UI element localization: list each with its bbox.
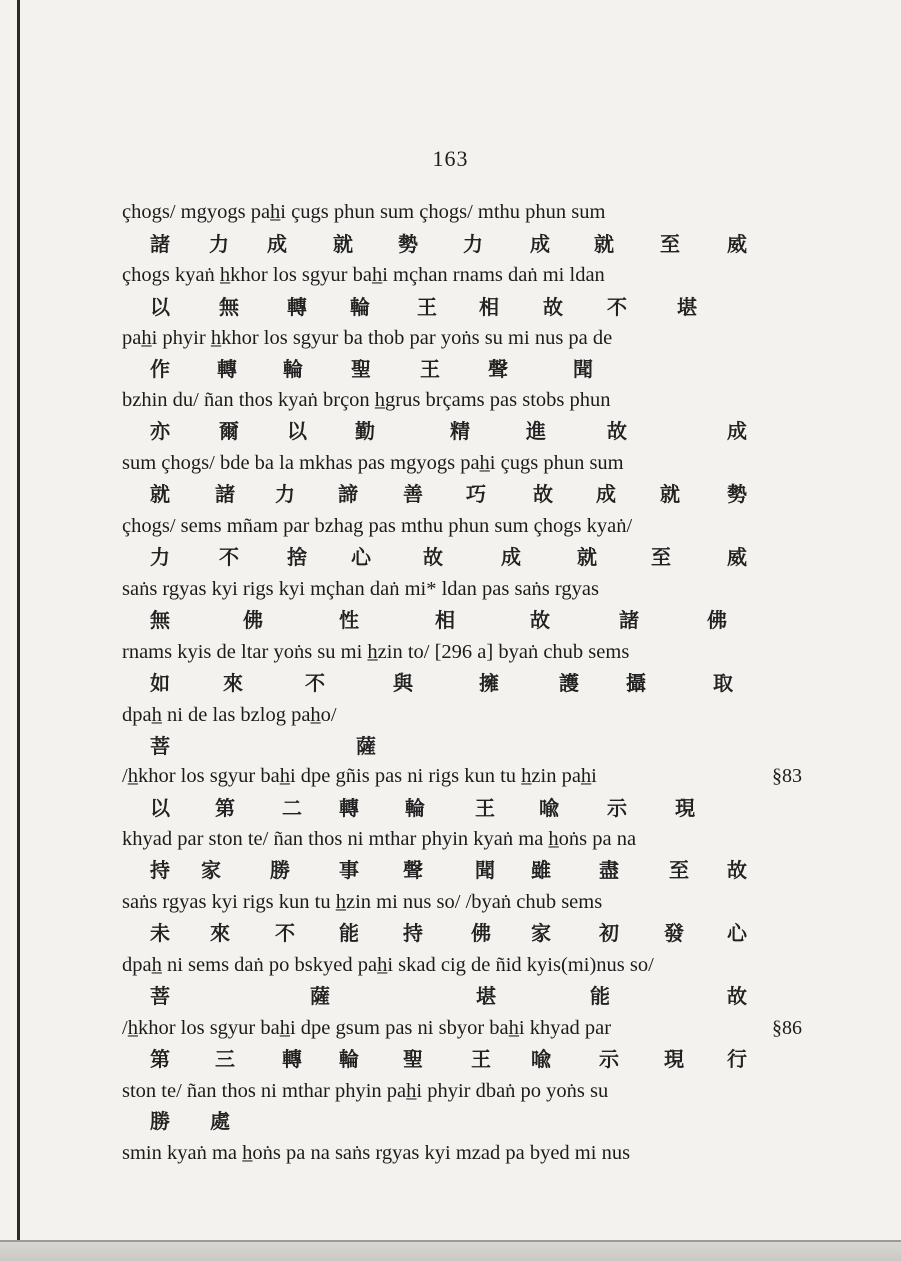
chinese-character: 以: [287, 419, 307, 443]
chinese-character: 成: [727, 419, 747, 443]
chinese-character: 處: [210, 1109, 230, 1133]
chinese-character: 輪: [405, 796, 425, 820]
tibetan-line: saṅs rgyas kyi rigs kyi mçhan daṅ mi* ldan pas saṅs rgyas: [122, 578, 599, 600]
chinese-character: 能: [590, 984, 610, 1008]
chinese-character: 持: [403, 921, 423, 945]
chinese-character: 事: [339, 858, 359, 882]
chinese-character: 轉: [282, 1047, 302, 1071]
chinese-character: 擁: [479, 671, 499, 695]
chinese-character: 攝: [626, 671, 646, 695]
chinese-character: 故: [543, 295, 563, 319]
chinese-character: 至: [660, 232, 680, 256]
tibetan-line: /h̲khor los sgyur bah̲i dpe gsum pas ni sbyor bah̲i khyad par: [122, 1017, 612, 1039]
chinese-character: 聲: [403, 858, 423, 882]
chinese-character: 就: [660, 482, 680, 506]
chinese-character: 佛: [471, 921, 491, 945]
chinese-gloss-line: [0, 356, 901, 386]
chinese-character: 以: [150, 796, 170, 820]
chinese-character: 家: [201, 858, 221, 882]
chinese-character: 聞: [475, 858, 495, 882]
chinese-character: 聲: [488, 357, 508, 381]
chinese-character: 菩: [150, 734, 170, 758]
chinese-character: 輪: [350, 295, 370, 319]
chinese-character: 來: [210, 921, 230, 945]
chinese-character: 精: [450, 419, 470, 443]
chinese-character: 至: [651, 545, 671, 569]
chinese-character: 成: [530, 232, 550, 256]
chinese-gloss-line: [0, 733, 901, 763]
chinese-character: 現: [675, 796, 695, 820]
section-number: §86: [772, 1017, 802, 1039]
chinese-character: 王: [471, 1047, 491, 1071]
chinese-character: 爾: [219, 419, 239, 443]
chinese-character: 成: [501, 545, 521, 569]
chinese-character: 來: [223, 671, 243, 695]
tibetan-line: sum çhogs/ bde ba la mkhas pas mgyogs pah̲i çugs phun sum: [122, 452, 624, 474]
chinese-character: 心: [351, 545, 371, 569]
chinese-gloss-line: [0, 607, 901, 637]
chinese-character: 輪: [339, 1047, 359, 1071]
tibetan-line: /h̲khor los sgyur bah̲i dpe gñis pas ni rigs kun tu h̲zin pah̲i: [122, 765, 597, 787]
chinese-character: 力: [275, 482, 295, 506]
chinese-character: 發: [664, 921, 684, 945]
chinese-character: 轉: [339, 796, 359, 820]
chinese-character: 性: [339, 608, 359, 632]
chinese-character: 聖: [351, 357, 371, 381]
chinese-character: 未: [150, 921, 170, 945]
chinese-character: 示: [607, 796, 627, 820]
chinese-character: 取: [713, 671, 733, 695]
chinese-character: 無: [219, 295, 239, 319]
chinese-character: 故: [423, 545, 443, 569]
chinese-gloss-line: [0, 231, 901, 261]
chinese-character: 成: [596, 482, 616, 506]
chinese-character: 力: [463, 232, 483, 256]
chinese-gloss-line: [0, 1108, 901, 1138]
tibetan-line: bzhin du/ ñan thos kyaṅ brçon h̲grus brçams pas stobs phun: [122, 389, 611, 411]
chinese-character: 護: [559, 671, 579, 695]
chinese-character: 能: [339, 921, 359, 945]
tibetan-line: çhogs kyaṅ h̲khor los sgyur bah̲i mçhan rnams daṅ mi ldan: [122, 264, 605, 286]
tibetan-line: smin kyaṅ ma h̲oṅs pa na saṅs rgyas kyi mzad pa byed mi nus: [122, 1142, 631, 1164]
chinese-character: 勤: [355, 419, 375, 443]
chinese-gloss-line: [0, 418, 901, 448]
chinese-character: 諦: [338, 482, 358, 506]
chinese-character: 行: [727, 1047, 747, 1071]
chinese-character: 初: [599, 921, 619, 945]
chinese-character: 作: [150, 357, 170, 381]
chinese-gloss-line: [0, 544, 901, 574]
chinese-character: 堪: [677, 295, 697, 319]
chinese-character: 諸: [150, 232, 170, 256]
chinese-character: 進: [526, 419, 546, 443]
chinese-character: 力: [150, 545, 170, 569]
chinese-character: 威: [727, 545, 747, 569]
chinese-character: 如: [150, 671, 170, 695]
chinese-character: 故: [530, 608, 550, 632]
chinese-character: 佛: [243, 608, 263, 632]
chinese-character: 成: [267, 232, 287, 256]
chinese-character: 力: [209, 232, 229, 256]
chinese-character: 勝: [150, 1109, 170, 1133]
chinese-character: 就: [150, 482, 170, 506]
tibetan-line: dpah̲ ni sems daṅ po bskyed pah̲i skad cig de ñid kyis(mi)nus so/: [122, 954, 654, 976]
tibetan-line: pah̲i phyir h̲khor los sgyur ba thob par yoṅs su mi nus pa de: [122, 327, 613, 349]
tibetan-line: çhogs/ sems mñam par bzhag pas mthu phun sum çhogs kyaṅ/: [122, 515, 633, 537]
chinese-character: 無: [150, 608, 170, 632]
chinese-character: 薩: [310, 984, 330, 1008]
chinese-character: 勢: [398, 232, 418, 256]
chinese-character: 現: [664, 1047, 684, 1071]
chinese-character: 盡: [599, 858, 619, 882]
chinese-character: 不: [219, 545, 239, 569]
section-number: §83: [772, 765, 802, 787]
chinese-gloss-line: [0, 481, 901, 511]
chinese-character: 相: [435, 608, 455, 632]
chinese-character: 不: [275, 921, 295, 945]
chinese-gloss-line: [0, 1046, 901, 1076]
chinese-character: 輪: [283, 357, 303, 381]
chinese-character: 威: [727, 232, 747, 256]
chinese-character: 第: [215, 796, 235, 820]
chinese-character: 故: [727, 858, 747, 882]
chinese-character: 至: [669, 858, 689, 882]
tibetan-line: saṅs rgyas kyi rigs kun tu h̲zin mi nus so/ /byaṅ chub sems: [122, 891, 603, 913]
tibetan-line: dpah̲ ni de las bzlog pah̲o/: [122, 704, 337, 726]
chinese-character: 故: [727, 984, 747, 1008]
page-bottom-edge: [0, 1240, 901, 1261]
chinese-character: 巧: [466, 482, 486, 506]
chinese-character: 相: [479, 295, 499, 319]
chinese-character: 轉: [217, 357, 237, 381]
chinese-character: 不: [607, 295, 627, 319]
chinese-character: 三: [215, 1047, 235, 1071]
tibetan-line: khyad par ston te/ ñan thos ni mthar phyin kyaṅ ma h̲oṅs pa na: [122, 828, 637, 850]
chinese-character: 雖: [531, 858, 551, 882]
tibetan-line: çhogs/ mgyogs pah̲i çugs phun sum çhogs/ mthu phun sum: [122, 201, 606, 223]
chinese-character: 菩: [150, 984, 170, 1008]
chinese-character: 堪: [476, 984, 496, 1008]
chinese-gloss-line: [0, 920, 901, 950]
chinese-gloss-line: [0, 670, 901, 700]
chinese-character: 就: [333, 232, 353, 256]
chinese-character: 就: [577, 545, 597, 569]
chinese-character: 不: [305, 671, 325, 695]
chinese-character: 王: [417, 295, 437, 319]
chinese-character: 喩: [539, 796, 559, 820]
chinese-character: 亦: [150, 419, 170, 443]
tibetan-line: rnams kyis de ltar yoṅs su mi h̲zin to/ [296 a] byaṅ chub sems: [122, 641, 630, 663]
tibetan-line: ston te/ ñan thos ni mthar phyin pah̲i phyir dbaṅ po yoṅs su: [122, 1080, 609, 1102]
chinese-gloss-line: [0, 983, 901, 1013]
chinese-character: 勢: [727, 482, 747, 506]
chinese-character: 聞: [573, 357, 593, 381]
chinese-character: 與: [393, 671, 413, 695]
chinese-character: 佛: [707, 608, 727, 632]
chinese-character: 示: [599, 1047, 619, 1071]
chinese-character: 聖: [403, 1047, 423, 1071]
chinese-character: 王: [420, 357, 440, 381]
chinese-character: 諸: [619, 608, 639, 632]
chinese-character: 二: [282, 796, 302, 820]
chinese-character: 故: [607, 419, 627, 443]
chinese-gloss-line: [0, 795, 901, 825]
chinese-character: 心: [727, 921, 747, 945]
chinese-character: 就: [594, 232, 614, 256]
chinese-character: 諸: [215, 482, 235, 506]
chinese-character: 轉: [287, 295, 307, 319]
chinese-character: 薩: [356, 734, 376, 758]
chinese-character: 捨: [287, 545, 307, 569]
chinese-character: 王: [475, 796, 495, 820]
chinese-character: 持: [150, 858, 170, 882]
chinese-character: 第: [150, 1047, 170, 1071]
page-number: 163: [432, 146, 469, 171]
chinese-character: 家: [531, 921, 551, 945]
chinese-gloss-line: [0, 857, 901, 887]
chinese-character: 故: [533, 482, 553, 506]
chinese-character: 勝: [270, 858, 290, 882]
chinese-gloss-line: [0, 294, 901, 324]
chinese-character: 善: [403, 482, 423, 506]
chinese-character: 以: [150, 295, 170, 319]
chinese-character: 喩: [531, 1047, 551, 1071]
